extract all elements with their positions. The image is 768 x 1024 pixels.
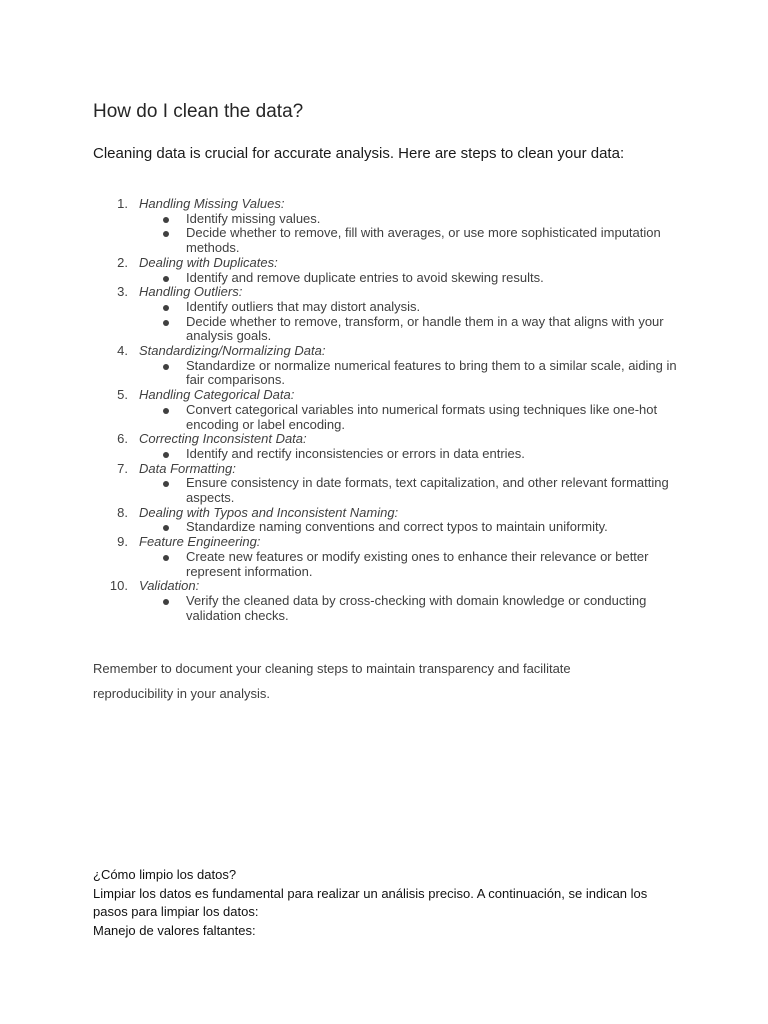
bullet-item — [139, 212, 683, 227]
step-title: Data Formatting: — [139, 460, 236, 476]
bullet-item — [139, 271, 683, 286]
bullet-text: Identify missing values. — [186, 210, 321, 226]
bullet-item — [139, 550, 683, 579]
step-number: 4. — [117, 343, 128, 359]
step-title: Validation: — [139, 578, 200, 594]
bullet-item — [139, 300, 683, 315]
step-number: 1. — [117, 196, 128, 211]
step-bullets — [139, 594, 683, 623]
step-title: Dealing with Typos and Inconsistent Naming: — [139, 504, 399, 520]
step-title: Standardizing/Normalizing Data: — [139, 343, 326, 359]
step-item — [93, 506, 683, 535]
step-number: 7. — [117, 460, 128, 476]
step-title: Handling Categorical Data: — [139, 387, 295, 403]
bullet-dot-icon — [163, 452, 169, 458]
spanish-first-step: Manejo de valores faltantes: — [93, 922, 256, 938]
bullet-item — [139, 520, 683, 535]
step-bullets — [139, 212, 683, 256]
step-title: Correcting Inconsistent Data: — [139, 431, 307, 447]
bullet-dot-icon — [163, 320, 169, 326]
bullet-text: Identify outliers that may distort analysis. — [186, 298, 421, 314]
step-item — [93, 197, 683, 256]
bullet-item — [139, 594, 683, 623]
step-number: 8. — [117, 504, 128, 520]
bullet-dot-icon — [163, 276, 169, 282]
step-number: 3. — [117, 284, 128, 300]
step-bullets — [139, 476, 683, 505]
steps-list — [93, 197, 683, 623]
bullet-text: Decide whether to remove, transform, or handle them in a way that aligns with your analysis goals. — [186, 313, 664, 344]
bullet-text: Ensure consistency in date formats, text capitalization, and other relevant formatting aspects. — [186, 475, 669, 506]
step-bullets — [139, 403, 683, 432]
step-item — [93, 462, 683, 506]
step-bullets — [139, 271, 683, 286]
bullet-dot-icon — [163, 217, 169, 223]
step-item — [93, 535, 683, 579]
step-title: Handling Missing Values: — [139, 196, 285, 211]
bullet-dot-icon — [163, 599, 169, 605]
step-number: 9. — [117, 534, 128, 550]
step-number: 6. — [117, 431, 128, 447]
step-bullets — [139, 300, 683, 344]
bullet-text: Identify and remove duplicate entries to avoid skewing results. — [186, 269, 544, 285]
bullet-text: Create new features or modify existing ones to enhance their relevance or better represent information. — [186, 548, 649, 579]
bullet-text: Decide whether to remove, fill with averages, or use more sophisticated imputation methods. — [186, 225, 661, 256]
step-item — [93, 344, 683, 388]
bullet-dot-icon — [163, 525, 169, 531]
step-item — [93, 256, 683, 285]
step-bullets — [139, 359, 683, 388]
bullet-text: Standardize or normalize numerical features to bring them to a similar scale, aiding in fair comparisons. — [186, 357, 677, 388]
page-title: How do I clean the data? — [93, 101, 304, 122]
spanish-title: ¿Cómo limpio los datos? — [93, 867, 237, 882]
bullet-dot-icon — [163, 364, 169, 370]
step-number: 10. — [109, 578, 128, 594]
step-item — [93, 285, 683, 344]
step-item — [93, 579, 683, 623]
step-bullets — [139, 550, 683, 579]
step-number: 5. — [117, 387, 128, 403]
bullet-dot-icon — [163, 231, 169, 237]
bullet-text: Convert categorical variables into numerical formats using techniques like one-hot encoding or label encoding. — [186, 401, 658, 432]
intro-paragraph: Cleaning data is crucial for accurate analysis. Here are steps to clean your data: — [93, 145, 625, 162]
bullet-text: Standardize naming conventions and correct typos to maintain uniformity. — [186, 519, 608, 535]
step-bullets — [139, 447, 683, 462]
closing-paragraph: Remember to document your cleaning steps to maintain transparency and facilitate reproducibility in your analysis. — [93, 661, 571, 701]
bullet-dot-icon — [163, 481, 169, 487]
step-item — [93, 388, 683, 432]
step-title: Dealing with Duplicates: — [139, 254, 278, 270]
bullet-item — [139, 315, 683, 344]
bullet-item — [139, 447, 683, 462]
spanish-section — [93, 866, 683, 940]
spanish-intro: Limpiar los datos es fundamental para realizar un análisis preciso. A continuación, se indican los pasos para limpiar los datos: — [93, 885, 648, 919]
bullet-item — [139, 226, 683, 255]
step-title: Feature Engineering: — [139, 534, 261, 550]
bullet-item — [139, 403, 683, 432]
bullet-item — [139, 359, 683, 388]
step-title: Handling Outliers: — [139, 284, 243, 300]
step-number: 2. — [117, 254, 128, 270]
bullet-dot-icon — [163, 408, 169, 414]
step-item — [93, 432, 683, 461]
bullet-text: Identify and rectify inconsistencies or errors in data entries. — [186, 445, 525, 461]
bullet-dot-icon — [163, 555, 169, 561]
bullet-dot-icon — [163, 305, 169, 311]
bullet-text: Verify the cleaned data by cross-checking with domain knowledge or conducting validation checks. — [186, 592, 647, 623]
step-bullets — [139, 520, 683, 535]
bullet-item — [139, 476, 683, 505]
